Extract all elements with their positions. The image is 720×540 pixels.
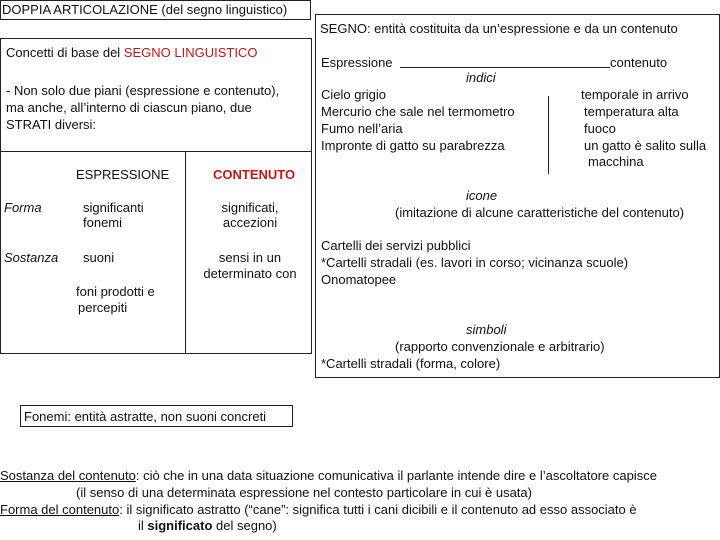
indici-expr-2: Mercurio che sale nel termometro [321, 104, 515, 119]
row-label-forma: Forma [4, 200, 42, 215]
intro-line-1: - Non solo due piani (espressione e contenuto), [6, 83, 280, 98]
intro-line-2: ma anche, all’interno di ciascun piano, due [6, 100, 252, 115]
left-heading [6, 45, 257, 60]
sostanza-term: Sostanza del contenuto [0, 468, 136, 483]
forma-definition-line-1 [0, 502, 637, 517]
forma-espressione-1: significanti [83, 200, 144, 215]
sostanza-extra-1: foni prodotti e [76, 284, 155, 299]
sostanza-text-1: : ciò che in una data situazione comunicativa il parlante intende dire e l’ascoltatore capisce [135, 468, 657, 483]
indici-divider-line [548, 96, 549, 174]
indici-content-2: temperatura alta [584, 104, 679, 119]
indici-expr-1: Cielo grigio [321, 87, 387, 102]
forma-text-2-pre: il [138, 518, 148, 533]
simboli-label: simboli [466, 322, 507, 337]
sostanza-definition-line-1 [0, 468, 657, 483]
sostanza-contenuto-2: determinato con [203, 266, 297, 281]
forma-text-2-bold: significato [147, 518, 213, 533]
indici-content-4: un gatto è salito sulla [584, 138, 707, 153]
sostanza-contenuto-1: sensi in un [218, 250, 282, 265]
intro-line-3: STRATI diversi: [6, 117, 97, 132]
icone-example-1: Cartelli dei servizi pubblici [321, 238, 471, 253]
forma-text-1: : il significato astratto (“cane”: significa tutti i cani dicibili e il contenuto ad esso associato è [119, 502, 637, 517]
forma-contenuto-2: accezioni [222, 215, 278, 230]
row-label-sostanza: Sostanza [4, 250, 59, 265]
icone-label: icone [466, 188, 498, 203]
icone-example-3: Onomatopee [321, 272, 397, 287]
left-heading-prefix: Concetti di base del [6, 45, 124, 60]
sostanza-extra-2: percepiti [78, 300, 128, 315]
icone-example-2: *Cartelli stradali (es. lavori in corso; vicinanza scuole) [321, 255, 629, 270]
sostanza-definition-line-2: (il senso di una determinata espressione nel contesto particolare in cui è usata) [76, 485, 532, 500]
simboli-example-1: *Cartelli stradali (forma, colore) [321, 356, 501, 371]
right-header-line [400, 67, 610, 68]
forma-text-2-post: del segno) [212, 518, 277, 533]
indici-label: indici [466, 70, 496, 85]
page-title: DOPPIA ARTICOLAZIONE (del segno linguistico) [2, 2, 288, 17]
table-divider-line [185, 151, 186, 354]
forma-term: Forma del contenuto [0, 502, 120, 517]
icone-desc: (imitazione di alcune caratteristiche del contenuto) [395, 205, 685, 220]
col-header-espressione: ESPRESSIONE [76, 167, 170, 182]
forma-definition-line-2 [138, 518, 277, 533]
indici-content-5: macchina [588, 154, 644, 169]
sostanza-espressione-1: suoni [83, 250, 115, 265]
left-heading-red: SEGNO LINGUISTICO [123, 45, 258, 60]
indici-content-3: fuoco [584, 121, 616, 136]
forma-espressione-2: fonemi [83, 215, 123, 230]
fonemi-note: Fonemi: entità astratte, non suoni concreti [24, 409, 267, 424]
indici-expr-4: Impronte di gatto su parabrezza [321, 138, 505, 153]
right-col-contenuto: contenuto [610, 55, 668, 70]
indici-content-1: temporale in arrivo [581, 87, 689, 102]
table-top-line [0, 151, 312, 152]
col-header-contenuto: CONTENUTO [213, 167, 296, 182]
right-col-espressione: Espressione [321, 55, 393, 70]
right-heading: SEGNO: entità costituita da un’espressione e da un contenuto [320, 21, 678, 36]
simboli-desc: (rapporto convenzionale e arbitrario) [395, 339, 605, 354]
indici-expr-3: Fumo nell’aria [321, 121, 403, 136]
forma-contenuto-1: significati, [221, 200, 279, 215]
